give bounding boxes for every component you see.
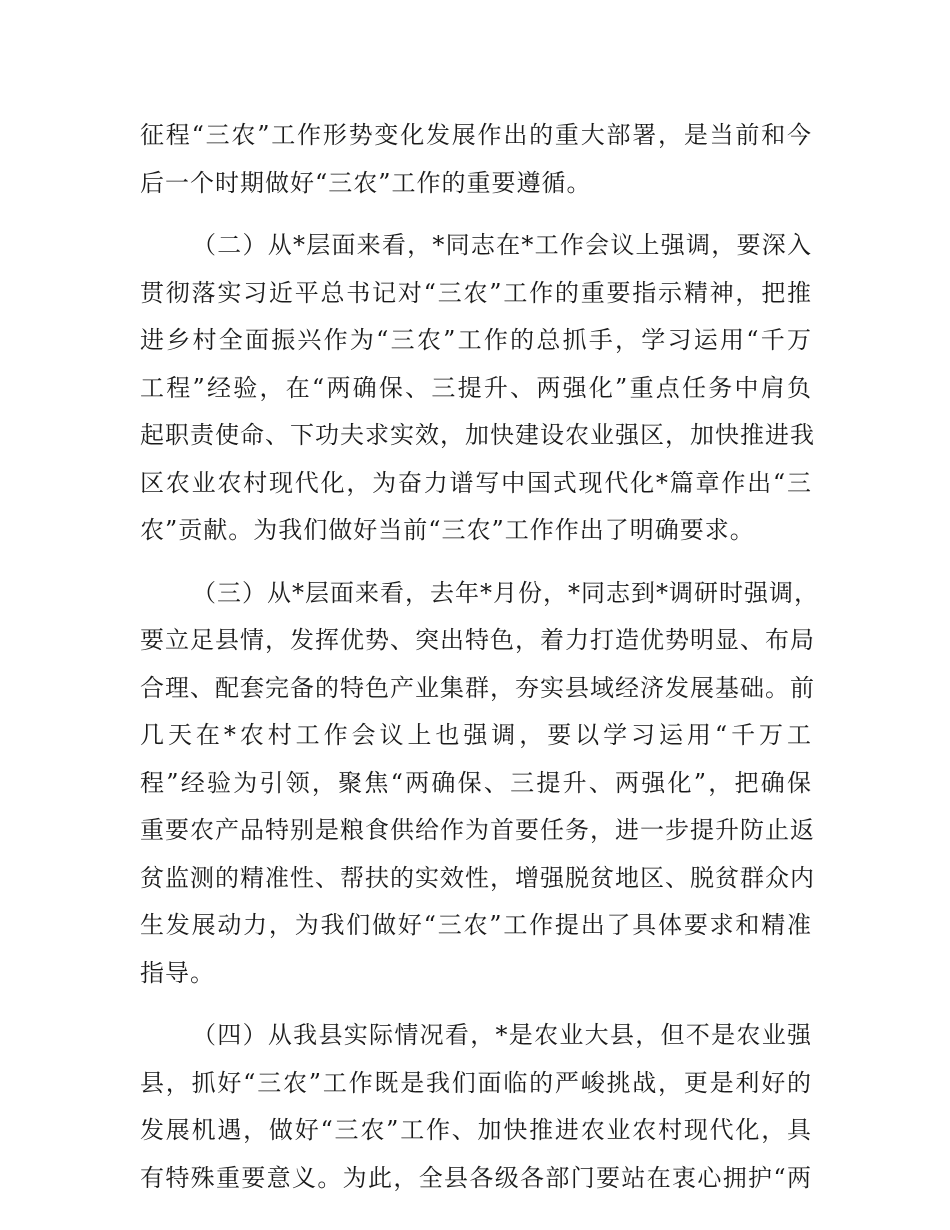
text-line: 征程“三农”工作形势变化发展作出的重大部署，是当前和今 bbox=[140, 121, 812, 149]
text-line: 要立足县情，发挥优势、突出特色，着力打造优势明显、布局 bbox=[140, 626, 815, 654]
text-line: 工程”经验，在“两确保、三提升、两强化”重点任务中肩负 bbox=[140, 373, 812, 402]
text-line: （四）从我县实际情况看，*是农业大县，但不是农业强 bbox=[192, 1021, 812, 1049]
text-line: 几天在*农村工作会议上也强调，要以学习运用“千万工 bbox=[140, 721, 812, 749]
text-line: （二）从*层面来看，*同志在*工作会议上强调，要深入 bbox=[192, 231, 812, 259]
text-line: 重要农产品特别是粮食供给作为首要任务，进一步提升防止返 bbox=[140, 816, 815, 844]
text-line: 后一个时期做好“三农”工作的重要遵循。 bbox=[140, 168, 592, 197]
text-line: 合理、配套完备的特色产业集群，夯实县域经济发展基础。前 bbox=[140, 673, 815, 702]
text-line: 起职责使命、下功夫求实效，加快建设农业强区，加快推进我 bbox=[140, 421, 815, 449]
paragraph-1 bbox=[140, 112, 812, 207]
document-body bbox=[140, 112, 819, 1202]
text-line: 有特殊重要意义。为此，全县各级各部门要站在衷心拥护“两 bbox=[140, 1163, 812, 1192]
text-line: 生发展动力，为我们做好“三农”工作提出了具体要求和精准 bbox=[140, 911, 812, 939]
paragraph-2 bbox=[140, 222, 815, 555]
paragraph-4 bbox=[140, 1012, 812, 1202]
text-line: 区农业农村现代化，为奋力谱写中国式现代化*篇章作出“三 bbox=[140, 468, 812, 497]
text-line: 贯彻落实习近平总书记对“三农”工作的重要指示精神，把推 bbox=[140, 278, 812, 307]
text-line: 程”经验为引领，聚焦“两确保、三提升、两强化”，把确保 bbox=[140, 768, 812, 797]
text-line: 农”贡献。为我们做好当前“三农”工作作出了明确要求。 bbox=[140, 516, 755, 544]
paragraph-3 bbox=[140, 570, 819, 998]
text-line: 进乡村全面振兴作为“三农”工作的总抓手，学习运用“千万 bbox=[140, 326, 812, 354]
text-line: 县，抓好“三农”工作既是我们面临的严峻挑战，更是利好的 bbox=[140, 1068, 812, 1097]
text-line: 贫监测的精准性、帮扶的实效性，增强脱贫地区、脱贫群众内 bbox=[140, 863, 815, 892]
text-line: 指导。 bbox=[140, 958, 215, 987]
text-line: （三）从*层面来看，去年*月份，*同志到*调研时强调， bbox=[192, 578, 819, 607]
text-line: 发展机遇，做好“三农”工作、加快推进农业农村现代化，具 bbox=[140, 1116, 812, 1144]
